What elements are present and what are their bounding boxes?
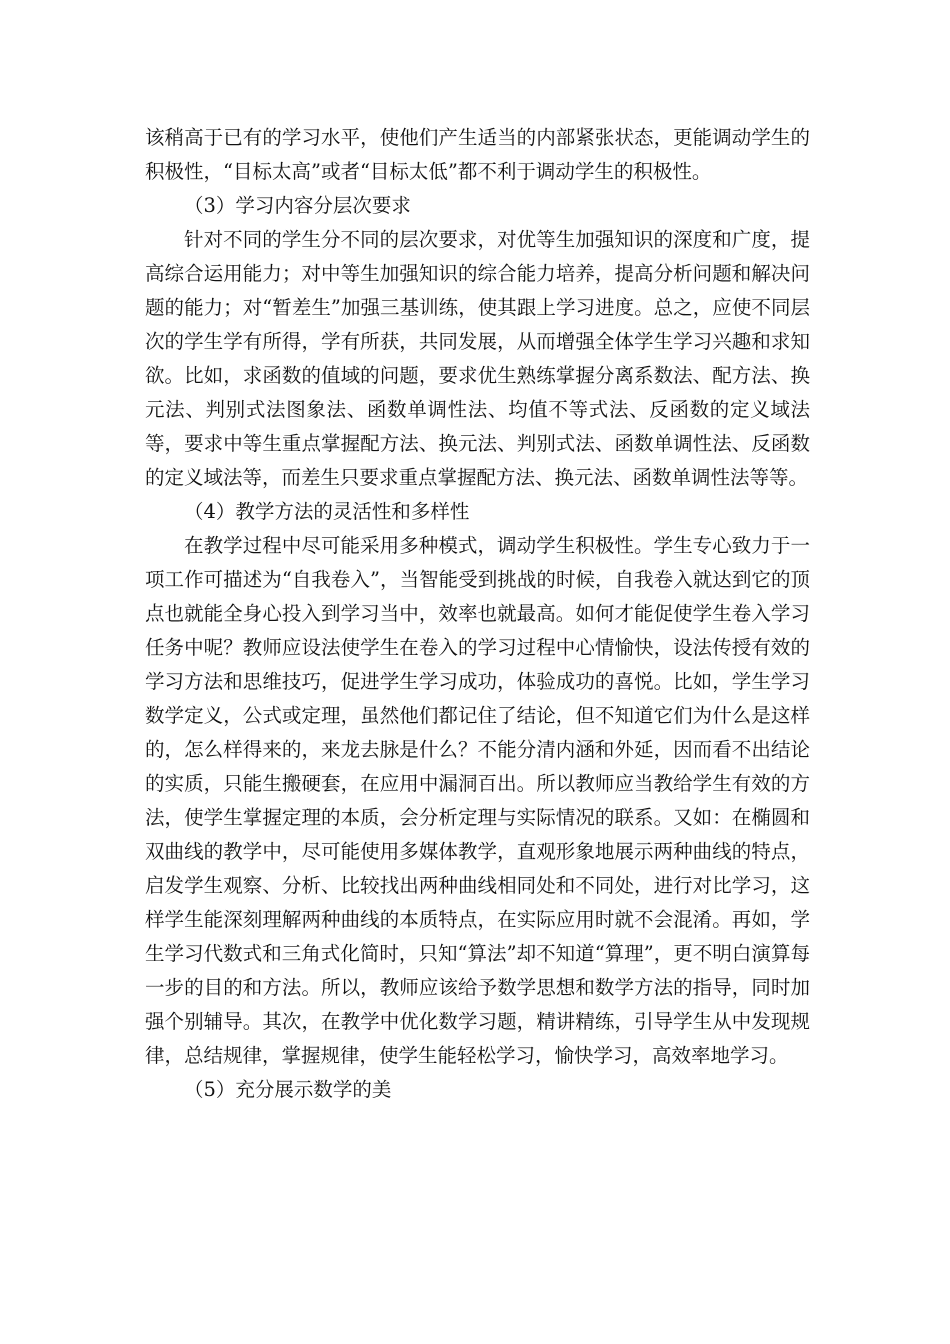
- section-heading-4: （4）教学方法的灵活性和多样性: [184, 500, 470, 523]
- paragraph-teaching-methods: 在教学过程中尽可能采用多种模式，调动学生积极性。学生专心致力于一项工作可描述为“自我卷入”，当智能受到挑战的时候，自我卷入就达到它的顶点也就能全身心投入到学习当中，效率也就最高。如何才能促使学生卷入学习任务中呢？教师应设法使学生在卷入的学习过程中心情愉快，设法传授有效的学习方法和思维技巧，促进学生学习成功，体验成功的喜悦。比如，学生学习数学定义，公式或定理，虽然他们都记住了结论，但不知道它们为什么是这样的，怎么样得来的，来龙去脉是什么？不能分清内涵和外延，因而看不出结论的实质，只能生搬硬套，在应用中漏洞百出。所以教师应当教给学生有效的方法，使学生掌握定理的本质，会分析定理与实际情况的联系。又如：在椭圆和双曲线的教学中，尽可能使用多媒体教学，直观形象地展示两种曲线的特点，启发学生观察、分析、比较找出两种曲线相同处和不同处，进行对比学习，这样学生能深刻理解两种曲线的本质特点，在实际应用时就不会混淆。再如，学生学习代数式和三角式化简时，只知“算法”却不知道“算理”，更不明白演算每一步的目的和方法。所以，教师应该给予数学思想和数学方法的指导，同时加强个别辅导。其次，在教学中优化数学习题，精讲精练，引导学生从中发现规律，总结规律，掌握规律，使学生能轻松学习，愉快学习，高效率地学习。: [145, 534, 810, 1067]
- section-heading-3: （3）学习内容分层次要求: [184, 194, 411, 217]
- paragraph-continuation: 该稍高于已有的学习水平，使他们产生适当的内部紧张状态，更能调动学生的积极性，“目标太高”或者“目标太低”都不利于调动学生的积极性。: [145, 126, 810, 183]
- paragraph-layered-requirements: 针对不同的学生分不同的层次要求，对优等生加强知识的深度和广度，提高综合运用能力；对中等生加强知识的综合能力培养，提高分析问题和解决问题的能力；对“暂差生”加强三基训练，使其跟上学习进度。总之，应使不同层次的学生学有所得，学有所获，共同发展，从而增强全体学生学习兴趣和求知欲。比如，求函数的值域的问题，要求优生熟练掌握分离系数法、配方法、换元法、判别式法图象法、函数单调性法、均值不等式法、反函数的定义域法等，要求中等生重点掌握配方法、换元法、判别式法、函数单调性法、反函数的定义域法等，而差生只要求重点掌握配方法、换元法、函数单调性法等等。: [145, 228, 810, 489]
- document-page: [145, 121, 810, 1107]
- section-heading-5: （5）充分展示数学的美: [184, 1078, 392, 1101]
